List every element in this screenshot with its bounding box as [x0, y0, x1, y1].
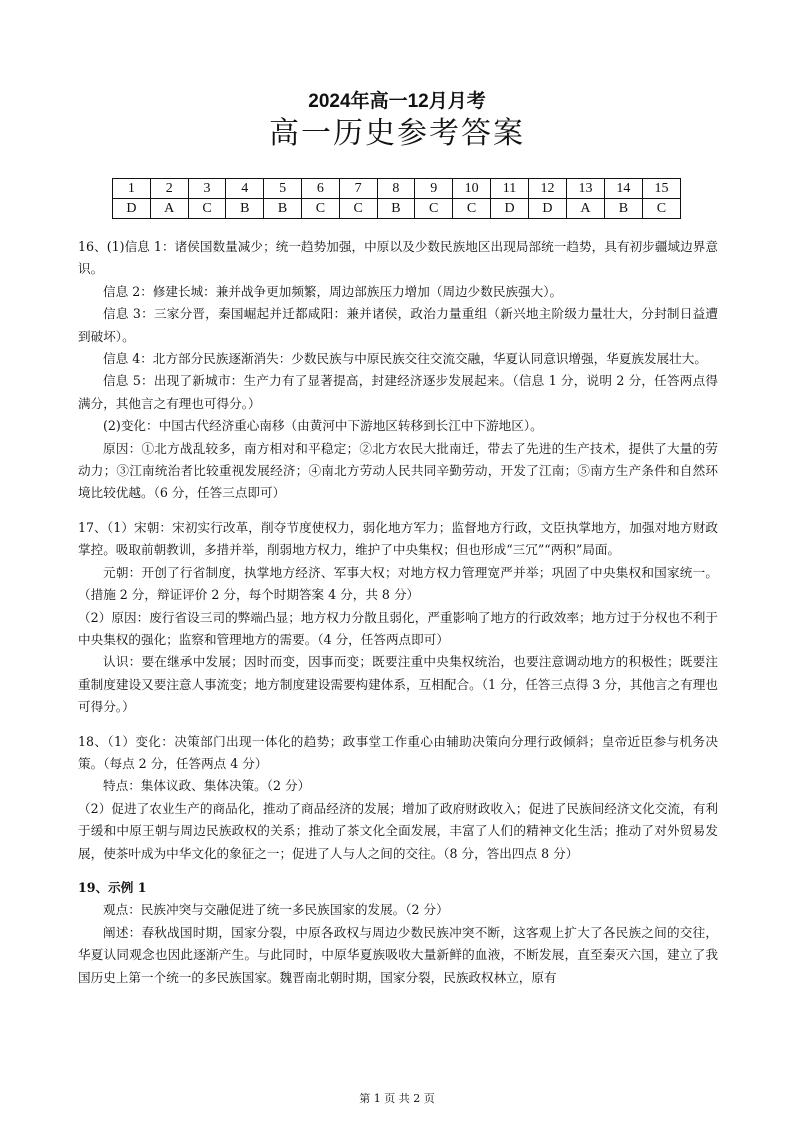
q16-paragraph: 信息 3：三家分晋，秦国崛起并迁都咸阳：兼并诸侯，政治力量重组（新兴地主阶级力量壮大，分封制日益遭到破坏）。: [78, 306, 718, 344]
answer-body: [78, 236, 718, 989]
q16-paragraph: 信息 2：修建长城：兼并战争更加频繁，周边部族压力增加（周边少数民族强大）。: [103, 283, 563, 299]
page-title: 高一历史参考答案: [269, 116, 525, 151]
answer-cell: D: [113, 199, 151, 219]
exam-subtitle: 2024年高一12月月考: [308, 91, 486, 112]
answer-table-number-row: [113, 179, 681, 199]
q17-paragraph: （2）原因：废行省设三司的弊端凸显；地方权力分散且弱化，严重影响了地方的行政效率；地方过于分权也不利于中央集权的强化；监察和管理地方的需要。（4 分，任答两点即可）: [78, 609, 718, 647]
answer-cell: C: [339, 199, 377, 219]
question-number-cell: 4: [226, 179, 264, 199]
answer-cell: B: [604, 199, 642, 219]
question-number-cell: 5: [264, 179, 302, 199]
answer-cell: C: [415, 199, 453, 219]
q18-paragraph: （2）促进了农业生产的商品化，推动了商品经济的发展；增加了政府财政收入；促进了民族间经济文化交流，有利于缓和中原王朝与周边民族政权的关系；推动了茶文化全面发展，丰富了人们的精神文化生活；推动了对外贸易发展，使茶叶成为中华文化的象征之一；促进了人与人之间的交往。（8 分，答出四点 8 分）: [78, 800, 718, 861]
answer-cell: C: [642, 199, 680, 219]
answer-table: [112, 178, 681, 219]
question-number-cell: 9: [415, 179, 453, 199]
q19-heading: 19、示例 1: [78, 879, 147, 895]
q18-paragraph: 特点：集体议政、集体决策。（2 分）: [103, 778, 311, 794]
question-number-cell: 12: [529, 179, 567, 199]
q19-paragraph: 阐述：春秋战国时期，国家分裂，中原各政权与周边少数民族冲突不断，这客观上扩大了各民族之间的交往，华夏认同观念也因此逐渐产生。与此同时，中原华夏族吸收大量新鲜的血液，不断发展，直至秦灭六国，建立了我国历史上第一个统一的多民族国家。魏晋南北朝时期，国家分裂，民族政权林立，原有: [78, 924, 718, 985]
answer-cell: D: [491, 199, 529, 219]
answer-table-answer-row: [113, 199, 681, 219]
question-number-cell: 13: [566, 179, 604, 199]
answer-cell: C: [188, 199, 226, 219]
answer-cell: C: [453, 199, 491, 219]
page-footer: 第 1 页 共 2 页: [359, 1092, 435, 1105]
question-number-cell: 14: [604, 179, 642, 199]
answer-cell: D: [529, 199, 567, 219]
answer-cell: B: [264, 199, 302, 219]
question-number-cell: 2: [150, 179, 188, 199]
q16-paragraph: (2)变化：中国古代经济重心南移（由黄河中下游地区转移到长江中下游地区）。: [103, 418, 543, 434]
question-number-cell: 3: [188, 179, 226, 199]
question-number-cell: 6: [301, 179, 339, 199]
q17-paragraph: 认识：要在继承中发展；因时而变，因事而变；既要注重中央集权统治，也要注意调动地方的积极性；既要注重制度建设又要注意人事流变；地方制度建设需要构建体系，互相配合。（1 分，任答三点得 3 分，其他言之有理也可得分。）: [78, 654, 718, 715]
q16-paragraph: 信息 4：北方部分民族逐渐消失：少数民族与中原民族交往交流交融，华夏认同意识增强，华夏族发展壮大。: [103, 351, 707, 367]
question-number-cell: 11: [491, 179, 529, 199]
q19-paragraph: 观点：民族冲突与交融促进了统一多民族国家的发展。（2 分）: [103, 902, 449, 918]
q17-paragraph: 元朝：开创了行省制度，执掌地方经济、军事大权；对地方权力管理宽严并举；巩固了中央集权和国家统一。（措施 2 分，辩证评价 2 分，每个时期答案 4 分，共 8 分）: [78, 564, 718, 603]
question-number-cell: 10: [453, 179, 491, 199]
q17-paragraph: 17、（1）宋朝：宋初实行改革，削夺节度使权力，弱化地方军力；监督地方行政，文臣执掌地方，加强对地方财政掌控。吸取前朝教训，多措并举，削弱地方权力，维护了中央集权；但也形成“三冗”“两积”局面。: [78, 519, 718, 558]
q16-paragraph: 原因：①北方战乱较多，南方相对和平稳定；②北方农民大批南迁，带去了先进的生产技术，提供了大量的劳动力；③江南统治者比较重视发展经济；④南北方劳动人民共同辛勤劳动，开发了江南；⑤南方生产条件和自然环境比较优越。（6 分，任答三点即可）: [78, 440, 718, 501]
q18-paragraph: 18、（1）变化：决策部门出现一体化的趋势；政事堂工作重心由辅助决策向分理行政倾斜；皇帝近臣参与机务决策。（每点 2 分，任答两点 4 分）: [78, 733, 718, 771]
answer-cell: A: [566, 199, 604, 219]
answer-cell: C: [301, 199, 339, 219]
q16-paragraph: 16、(1)信息 1：诸侯国数量减少；统一趋势加强，中原以及少数民族地区出现局部统一趋势，具有初步疆域边界意识。: [78, 239, 718, 277]
question-number-cell: 15: [642, 179, 680, 199]
question-number-cell: 7: [339, 179, 377, 199]
answer-cell: B: [226, 199, 264, 219]
question-number-cell: 1: [113, 179, 151, 199]
q16-paragraph: 信息 5：出现了新城市：生产力有了显著提高，封建经济逐步发展起来。（信息 1 分，说明 2 分，任答两点得满分，其他言之有理也可得分。）: [78, 373, 718, 411]
answer-cell: A: [150, 199, 188, 219]
question-number-cell: 8: [377, 179, 415, 199]
answer-cell: B: [377, 199, 415, 219]
